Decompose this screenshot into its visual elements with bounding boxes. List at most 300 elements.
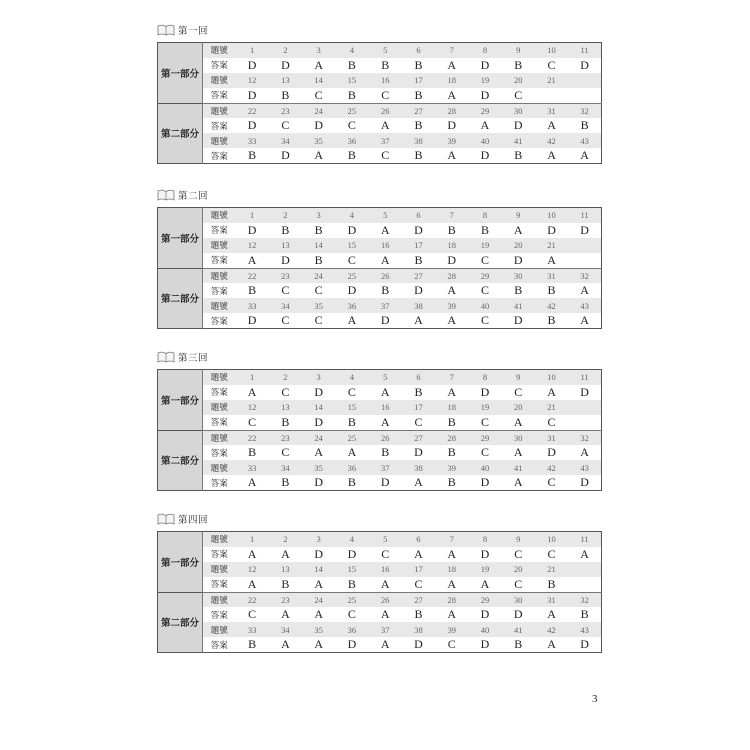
answer-cell: C — [302, 283, 335, 298]
question-number-cell: 37 — [369, 460, 402, 475]
open-book-icon — [157, 351, 175, 363]
question-number-cell: 11 — [568, 370, 601, 385]
answer-cell: A — [302, 607, 335, 622]
answer-cell: A — [502, 415, 535, 431]
question-number-cell: 13 — [269, 73, 302, 88]
round-header — [157, 22, 208, 38]
answer-cell: B — [269, 577, 302, 593]
question-number-cell: 10 — [535, 370, 568, 385]
question-label: 題號 — [203, 622, 236, 637]
answer-cell: B — [502, 148, 535, 164]
answer-row — [158, 283, 602, 298]
question-number-row — [158, 73, 602, 88]
answer-cell: D — [468, 58, 501, 73]
question-number-cell: 36 — [335, 298, 368, 313]
question-number-cell: 39 — [435, 298, 468, 313]
question-number-cell: 41 — [502, 133, 535, 148]
question-label: 題號 — [203, 532, 236, 547]
answer-cell: D — [236, 88, 269, 104]
answer-cell: A — [535, 385, 568, 400]
answer-cell: B — [335, 475, 368, 491]
question-label: 題號 — [203, 400, 236, 415]
answer-cell: C — [302, 313, 335, 329]
question-label: 題號 — [203, 298, 236, 313]
question-number-cell: 10 — [535, 43, 568, 58]
question-number-cell: 25 — [335, 268, 368, 283]
question-number-cell: 17 — [402, 562, 435, 577]
question-number-cell: 37 — [369, 133, 402, 148]
question-number-cell: 24 — [302, 592, 335, 607]
answer-cell: B — [502, 283, 535, 298]
answer-cell: D — [302, 547, 335, 562]
question-number-cell: 31 — [535, 103, 568, 118]
question-number-row — [158, 532, 602, 547]
answer-label: 答案 — [203, 385, 236, 400]
question-number-cell: 4 — [335, 43, 368, 58]
answer-cell: D — [568, 223, 601, 238]
question-number-cell: 41 — [502, 622, 535, 637]
answer-cell: A — [435, 547, 468, 562]
answer-cell: A — [535, 607, 568, 622]
question-number-cell: 9 — [502, 208, 535, 223]
question-number-cell: 39 — [435, 133, 468, 148]
answer-cell: C — [269, 313, 302, 329]
question-number-cell: 8 — [468, 208, 501, 223]
answer-cell: B — [435, 223, 468, 238]
question-number-cell: 24 — [302, 268, 335, 283]
answer-cell: B — [402, 385, 435, 400]
question-number-cell: 28 — [435, 430, 468, 445]
question-number-cell: 29 — [468, 430, 501, 445]
answer-cell: A — [369, 223, 402, 238]
answer-cell: D — [402, 637, 435, 653]
page-number: 3 — [592, 693, 598, 705]
question-number-cell: 34 — [269, 622, 302, 637]
question-number-cell: 8 — [468, 532, 501, 547]
answer-cell: B — [535, 283, 568, 298]
question-number-cell: 4 — [335, 208, 368, 223]
question-number-cell: 38 — [402, 298, 435, 313]
question-label: 題號 — [203, 103, 236, 118]
question-number-cell: 23 — [269, 268, 302, 283]
question-number-cell: 42 — [535, 133, 568, 148]
answer-cell: A — [502, 475, 535, 491]
question-number-cell: 3 — [302, 43, 335, 58]
question-number-cell: 35 — [302, 298, 335, 313]
answer-cell: C — [502, 577, 535, 593]
answer-cell: D — [236, 223, 269, 238]
question-number-cell: 4 — [335, 532, 368, 547]
answer-cell: B — [402, 118, 435, 133]
question-number-cell: 5 — [369, 208, 402, 223]
answer-cell: C — [269, 283, 302, 298]
open-book-icon — [157, 513, 175, 525]
answer-cell: D — [402, 223, 435, 238]
question-number-cell: 11 — [568, 208, 601, 223]
answer-cell: A — [302, 148, 335, 164]
answer-label: 答案 — [203, 445, 236, 460]
answer-cell: D — [335, 637, 368, 653]
question-number-cell: 26 — [369, 592, 402, 607]
question-number-cell: 26 — [369, 430, 402, 445]
question-number-cell: 29 — [468, 268, 501, 283]
answer-cell: B — [535, 313, 568, 329]
answer-cell: B — [236, 637, 269, 653]
answer-cell: C — [269, 118, 302, 133]
question-number-row — [158, 103, 602, 118]
question-number-cell: 5 — [369, 43, 402, 58]
answer-cell: C — [435, 637, 468, 653]
answer-cell: B — [236, 283, 269, 298]
question-number-cell: 12 — [236, 400, 269, 415]
question-number-cell: 17 — [402, 73, 435, 88]
answer-label: 答案 — [203, 637, 236, 653]
question-number-cell: 33 — [236, 622, 269, 637]
answer-cell: A — [302, 577, 335, 593]
question-number-cell: 31 — [535, 592, 568, 607]
question-number-row — [158, 400, 602, 415]
question-number-cell: 7 — [435, 43, 468, 58]
question-number-cell: 9 — [502, 370, 535, 385]
question-number-cell: 40 — [468, 460, 501, 475]
answer-cell: B — [269, 475, 302, 491]
answer-cell: A — [568, 148, 601, 164]
answer-cell: B — [335, 88, 368, 104]
answer-cell: B — [269, 88, 302, 104]
answer-cell: A — [302, 637, 335, 653]
answer-label: 答案 — [203, 283, 236, 298]
answer-cell — [568, 253, 601, 269]
part-label: 第二部分 — [158, 268, 203, 329]
answer-cell: D — [535, 445, 568, 460]
question-number-cell: 13 — [269, 400, 302, 415]
question-number-cell: 21 — [535, 238, 568, 253]
answer-label: 答案 — [203, 577, 236, 593]
question-number-cell: 22 — [236, 430, 269, 445]
answer-cell: D — [435, 253, 468, 269]
answer-cell: A — [369, 415, 402, 431]
answer-row — [158, 253, 602, 269]
answer-cell: C — [535, 415, 568, 431]
answer-cell: A — [302, 58, 335, 73]
question-number-cell: 24 — [302, 103, 335, 118]
question-number-row — [158, 43, 602, 58]
answer-label: 答案 — [203, 58, 236, 73]
question-number-cell: 40 — [468, 133, 501, 148]
question-number-cell: 25 — [335, 103, 368, 118]
question-number-cell: 25 — [335, 430, 368, 445]
question-number-cell: 6 — [402, 43, 435, 58]
question-number-cell: 6 — [402, 532, 435, 547]
question-number-cell: 20 — [502, 238, 535, 253]
answer-cell: D — [302, 118, 335, 133]
answer-cell: C — [535, 58, 568, 73]
question-number-cell — [568, 238, 601, 253]
answer-cell: D — [435, 118, 468, 133]
answer-cell: C — [335, 607, 368, 622]
question-number-row — [158, 238, 602, 253]
question-number-row — [158, 370, 602, 385]
answer-cell: A — [435, 313, 468, 329]
answer-cell: B — [402, 88, 435, 104]
question-number-cell: 7 — [435, 532, 468, 547]
answer-cell: B — [236, 445, 269, 460]
answer-table — [157, 207, 602, 329]
question-number-cell: 17 — [402, 238, 435, 253]
answer-label: 答案 — [203, 223, 236, 238]
answer-row — [158, 445, 602, 460]
question-number-cell: 27 — [402, 430, 435, 445]
answer-cell: B — [369, 445, 402, 460]
question-number-cell: 22 — [236, 592, 269, 607]
question-number-cell: 43 — [568, 460, 601, 475]
answer-label: 答案 — [203, 118, 236, 133]
question-number-cell: 36 — [335, 133, 368, 148]
answer-cell: B — [402, 607, 435, 622]
question-label: 題號 — [203, 268, 236, 283]
question-number-cell: 30 — [502, 103, 535, 118]
answer-cell: C — [236, 415, 269, 431]
question-number-cell: 27 — [402, 592, 435, 607]
answer-cell: B — [335, 148, 368, 164]
question-number-cell: 43 — [568, 622, 601, 637]
question-number-cell: 26 — [369, 103, 402, 118]
answer-cell: A — [236, 547, 269, 562]
question-number-cell: 14 — [302, 73, 335, 88]
question-number-cell: 39 — [435, 622, 468, 637]
answer-cell: C — [502, 385, 535, 400]
question-number-cell: 38 — [402, 133, 435, 148]
question-number-cell: 21 — [535, 562, 568, 577]
round-title: 第四回 — [178, 515, 209, 526]
question-number-cell: 34 — [269, 298, 302, 313]
answer-cell: C — [502, 88, 535, 104]
answer-cell: A — [369, 253, 402, 269]
question-number-cell: 28 — [435, 103, 468, 118]
answer-cell: B — [435, 445, 468, 460]
answer-cell: D — [535, 223, 568, 238]
answer-cell: A — [435, 88, 468, 104]
question-label: 題號 — [203, 208, 236, 223]
answer-cell: B — [335, 577, 368, 593]
question-number-cell: 19 — [468, 400, 501, 415]
question-number-cell: 15 — [335, 400, 368, 415]
question-number-cell: 10 — [535, 208, 568, 223]
answer-cell: D — [402, 445, 435, 460]
answer-label: 答案 — [203, 148, 236, 164]
answer-cell: D — [468, 148, 501, 164]
answer-label: 答案 — [203, 313, 236, 329]
answer-cell: C — [369, 547, 402, 562]
question-number-cell: 39 — [435, 460, 468, 475]
answer-cell: B — [535, 577, 568, 593]
answer-cell: D — [502, 313, 535, 329]
part-label: 第二部分 — [158, 592, 203, 653]
question-number-cell: 33 — [236, 460, 269, 475]
question-number-cell: 41 — [502, 298, 535, 313]
answer-cell: B — [369, 58, 402, 73]
answer-cell: A — [568, 547, 601, 562]
question-number-cell: 9 — [502, 532, 535, 547]
answer-cell: B — [568, 118, 601, 133]
answer-cell: B — [435, 475, 468, 491]
answer-cell: C — [269, 385, 302, 400]
question-number-cell: 15 — [335, 562, 368, 577]
answer-cell: D — [269, 148, 302, 164]
question-number-cell: 34 — [269, 133, 302, 148]
question-number-cell: 16 — [369, 562, 402, 577]
question-number-cell: 8 — [468, 370, 501, 385]
question-number-row — [158, 133, 602, 148]
answer-cell: C — [468, 313, 501, 329]
answer-cell: A — [236, 253, 269, 269]
answer-cell: C — [468, 283, 501, 298]
answer-cell: A — [369, 637, 402, 653]
answer-cell — [535, 88, 568, 104]
answer-cell: C — [236, 607, 269, 622]
question-label: 題號 — [203, 133, 236, 148]
question-label: 題號 — [203, 460, 236, 475]
question-number-cell: 14 — [302, 400, 335, 415]
answer-cell: A — [302, 445, 335, 460]
question-number-cell: 6 — [402, 208, 435, 223]
answer-cell: D — [236, 118, 269, 133]
question-number-cell: 29 — [468, 103, 501, 118]
answer-cell: A — [402, 547, 435, 562]
question-number-cell: 38 — [402, 460, 435, 475]
question-number-row — [158, 268, 602, 283]
answer-cell: C — [302, 88, 335, 104]
answer-label: 答案 — [203, 415, 236, 431]
answer-cell: D — [369, 475, 402, 491]
question-number-row — [158, 460, 602, 475]
answer-cell: A — [568, 313, 601, 329]
round-title: 第二回 — [178, 191, 209, 202]
question-number-cell: 19 — [468, 238, 501, 253]
answer-cell: D — [468, 547, 501, 562]
question-number-cell: 30 — [502, 430, 535, 445]
answer-cell: A — [369, 385, 402, 400]
answer-cell: A — [502, 223, 535, 238]
answer-cell: D — [236, 313, 269, 329]
question-number-cell: 41 — [502, 460, 535, 475]
answer-cell: A — [269, 607, 302, 622]
answer-cell: D — [369, 313, 402, 329]
answer-cell: D — [269, 253, 302, 269]
question-number-cell: 9 — [502, 43, 535, 58]
answer-cell: A — [435, 283, 468, 298]
answer-row — [158, 88, 602, 104]
question-number-cell: 36 — [335, 622, 368, 637]
question-number-row — [158, 562, 602, 577]
question-number-cell: 33 — [236, 133, 269, 148]
question-number-cell: 42 — [535, 298, 568, 313]
question-number-cell: 35 — [302, 133, 335, 148]
question-number-row — [158, 592, 602, 607]
question-number-cell: 37 — [369, 298, 402, 313]
answer-cell: A — [468, 118, 501, 133]
question-label: 題號 — [203, 238, 236, 253]
question-number-cell — [568, 73, 601, 88]
answer-cell: D — [502, 607, 535, 622]
question-number-cell: 13 — [269, 238, 302, 253]
question-number-cell: 2 — [269, 43, 302, 58]
question-number-cell: 4 — [335, 370, 368, 385]
question-number-cell: 20 — [502, 400, 535, 415]
answer-row — [158, 148, 602, 164]
answer-cell: B — [335, 415, 368, 431]
question-number-cell: 43 — [568, 133, 601, 148]
answer-cell: C — [502, 547, 535, 562]
question-number-cell: 30 — [502, 592, 535, 607]
answer-table — [157, 369, 602, 491]
answer-cell — [568, 415, 601, 431]
answer-cell: D — [568, 385, 601, 400]
answer-row — [158, 577, 602, 593]
part-label: 第一部分 — [158, 208, 203, 269]
answer-cell: A — [369, 118, 402, 133]
question-number-cell: 18 — [435, 73, 468, 88]
answer-cell: A — [535, 148, 568, 164]
answer-cell: D — [302, 415, 335, 431]
answer-cell: C — [369, 88, 402, 104]
question-number-cell: 10 — [535, 532, 568, 547]
question-label: 題號 — [203, 430, 236, 445]
answer-row — [158, 313, 602, 329]
question-number-cell: 26 — [369, 268, 402, 283]
answer-cell: C — [468, 253, 501, 269]
answer-cell: D — [468, 637, 501, 653]
answer-cell: B — [435, 415, 468, 431]
question-number-cell: 13 — [269, 562, 302, 577]
question-number-cell: 16 — [369, 400, 402, 415]
answer-row — [158, 58, 602, 73]
question-number-cell: 20 — [502, 562, 535, 577]
answer-cell: D — [302, 475, 335, 491]
question-number-cell: 17 — [402, 400, 435, 415]
question-number-row — [158, 298, 602, 313]
answer-cell: C — [269, 445, 302, 460]
part-label: 第一部分 — [158, 370, 203, 431]
answer-cell: D — [468, 607, 501, 622]
part-label: 第一部分 — [158, 43, 203, 104]
answer-cell: B — [402, 253, 435, 269]
answer-row — [158, 607, 602, 622]
question-number-cell: 11 — [568, 532, 601, 547]
answer-cell: A — [435, 148, 468, 164]
question-label: 題號 — [203, 370, 236, 385]
question-number-cell: 7 — [435, 370, 468, 385]
answer-cell: C — [335, 118, 368, 133]
question-number-cell: 1 — [236, 532, 269, 547]
answer-row — [158, 547, 602, 562]
question-number-cell: 25 — [335, 592, 368, 607]
question-label: 題號 — [203, 73, 236, 88]
question-number-cell: 1 — [236, 43, 269, 58]
answer-cell: D — [269, 58, 302, 73]
question-number-cell: 15 — [335, 238, 368, 253]
question-number-cell: 2 — [269, 208, 302, 223]
answer-cell: B — [269, 223, 302, 238]
answer-row — [158, 385, 602, 400]
question-number-cell: 1 — [236, 208, 269, 223]
round-header — [157, 511, 208, 527]
answer-cell: B — [468, 223, 501, 238]
open-book-icon — [157, 189, 175, 201]
question-number-cell: 5 — [369, 532, 402, 547]
question-number-cell: 31 — [535, 430, 568, 445]
answer-cell: D — [402, 283, 435, 298]
